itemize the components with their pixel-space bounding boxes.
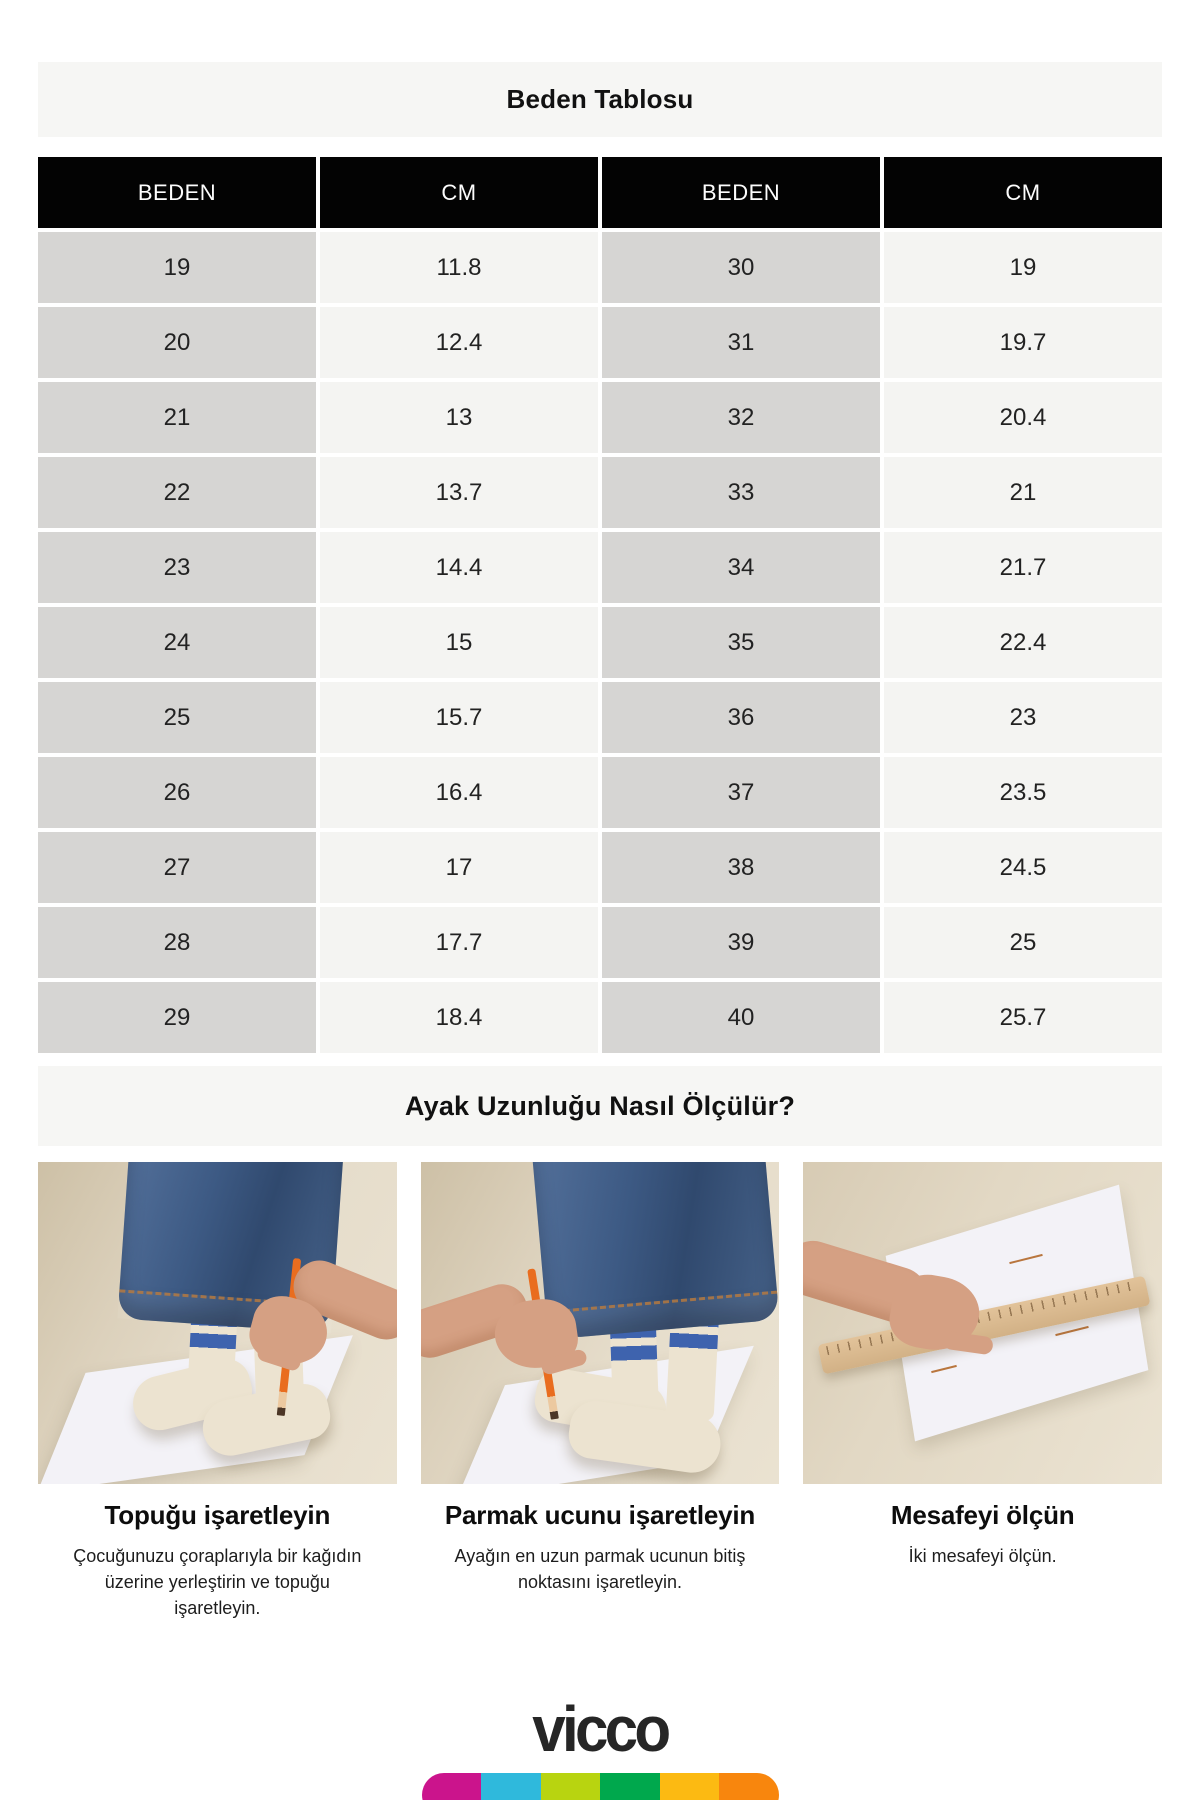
step-description: İki mesafeyi ölçün. <box>908 1546 1057 1566</box>
rainbow-segment <box>422 1773 482 1800</box>
step-toe <box>421 1500 780 1621</box>
rainbow-segment <box>600 1773 660 1800</box>
cm-cell: 19 <box>884 232 1162 303</box>
step-title: Mesafeyi ölçün <box>890 1500 1075 1530</box>
size-cell: 36 <box>602 682 880 753</box>
measure-distance-photo <box>803 1162 1162 1484</box>
vicco-logo: vicco <box>532 1692 668 1765</box>
cm-cell: 16.4 <box>320 757 598 828</box>
size-cell: 31 <box>602 307 880 378</box>
cm-cell: 20.4 <box>884 382 1162 453</box>
page-title: Beden Tablosu <box>506 84 694 114</box>
step-measure <box>803 1500 1162 1621</box>
size-cell: 22 <box>38 457 316 528</box>
size-cell: 23 <box>38 532 316 603</box>
size-cell: 38 <box>602 832 880 903</box>
step-title: Topuğu işaretleyin <box>104 1500 331 1530</box>
rainbow-segment <box>481 1773 541 1800</box>
cm-cell: 23 <box>884 682 1162 753</box>
size-cell: 35 <box>602 607 880 678</box>
size-cell: 20 <box>38 307 316 378</box>
size-cell: 34 <box>602 532 880 603</box>
size-cell: 19 <box>38 232 316 303</box>
cm-cell: 17 <box>320 832 598 903</box>
brand-footer <box>0 1692 1200 1800</box>
rainbow-segment <box>719 1773 779 1800</box>
size-cell: 40 <box>602 982 880 1053</box>
size-cell: 33 <box>602 457 880 528</box>
section-band <box>38 1066 1162 1146</box>
size-cell: 37 <box>602 757 880 828</box>
cm-cell: 21 <box>884 457 1162 528</box>
rainbow-segment <box>541 1773 601 1800</box>
cm-cell: 22.4 <box>884 607 1162 678</box>
size-table <box>38 157 1162 1053</box>
cm-cell: 15.7 <box>320 682 598 753</box>
table-header-cell: BEDEN <box>38 157 316 228</box>
table-header-cell: CM <box>884 157 1162 228</box>
size-cell: 25 <box>38 682 316 753</box>
cm-cell: 12.4 <box>320 307 598 378</box>
cm-cell: 11.8 <box>320 232 598 303</box>
cm-cell: 17.7 <box>320 907 598 978</box>
size-cell: 26 <box>38 757 316 828</box>
table-header-cell: CM <box>320 157 598 228</box>
cm-cell: 14.4 <box>320 532 598 603</box>
table-header-cell: BEDEN <box>602 157 880 228</box>
step-description: Çocuğunuzu çoraplarıyla bir kağıdın üzerine yerleştirin ve topuğu işaretleyin. <box>73 1546 362 1619</box>
cm-cell: 25 <box>884 907 1162 978</box>
size-cell: 39 <box>602 907 880 978</box>
cm-cell: 15 <box>320 607 598 678</box>
cm-cell: 18.4 <box>320 982 598 1053</box>
cm-cell: 21.7 <box>884 532 1162 603</box>
cm-cell: 13 <box>320 382 598 453</box>
rainbow-segment <box>660 1773 720 1800</box>
size-cell: 32 <box>602 382 880 453</box>
size-cell: 27 <box>38 832 316 903</box>
size-cell: 30 <box>602 232 880 303</box>
cm-cell: 23.5 <box>884 757 1162 828</box>
mark-toe-photo <box>421 1162 780 1484</box>
cm-cell: 24.5 <box>884 832 1162 903</box>
how-to-captions <box>38 1500 1162 1621</box>
cm-cell: 13.7 <box>320 457 598 528</box>
how-to-photos <box>38 1162 1162 1484</box>
size-cell: 24 <box>38 607 316 678</box>
mark-heel-photo <box>38 1162 397 1484</box>
title-band <box>38 62 1162 137</box>
cm-cell: 19.7 <box>884 307 1162 378</box>
size-cell: 21 <box>38 382 316 453</box>
rainbow-bar <box>422 1773 779 1800</box>
cm-cell: 25.7 <box>884 982 1162 1053</box>
section-title: Ayak Uzunluğu Nasıl Ölçülür? <box>404 1090 796 1121</box>
size-cell: 29 <box>38 982 316 1053</box>
step-heel <box>38 1500 397 1621</box>
step-title: Parmak ucunu işaretleyin <box>444 1500 756 1530</box>
size-cell: 28 <box>38 907 316 978</box>
step-description: Ayağın en uzun parmak ucunun bitiş noktasını işaretleyin. <box>454 1546 746 1593</box>
